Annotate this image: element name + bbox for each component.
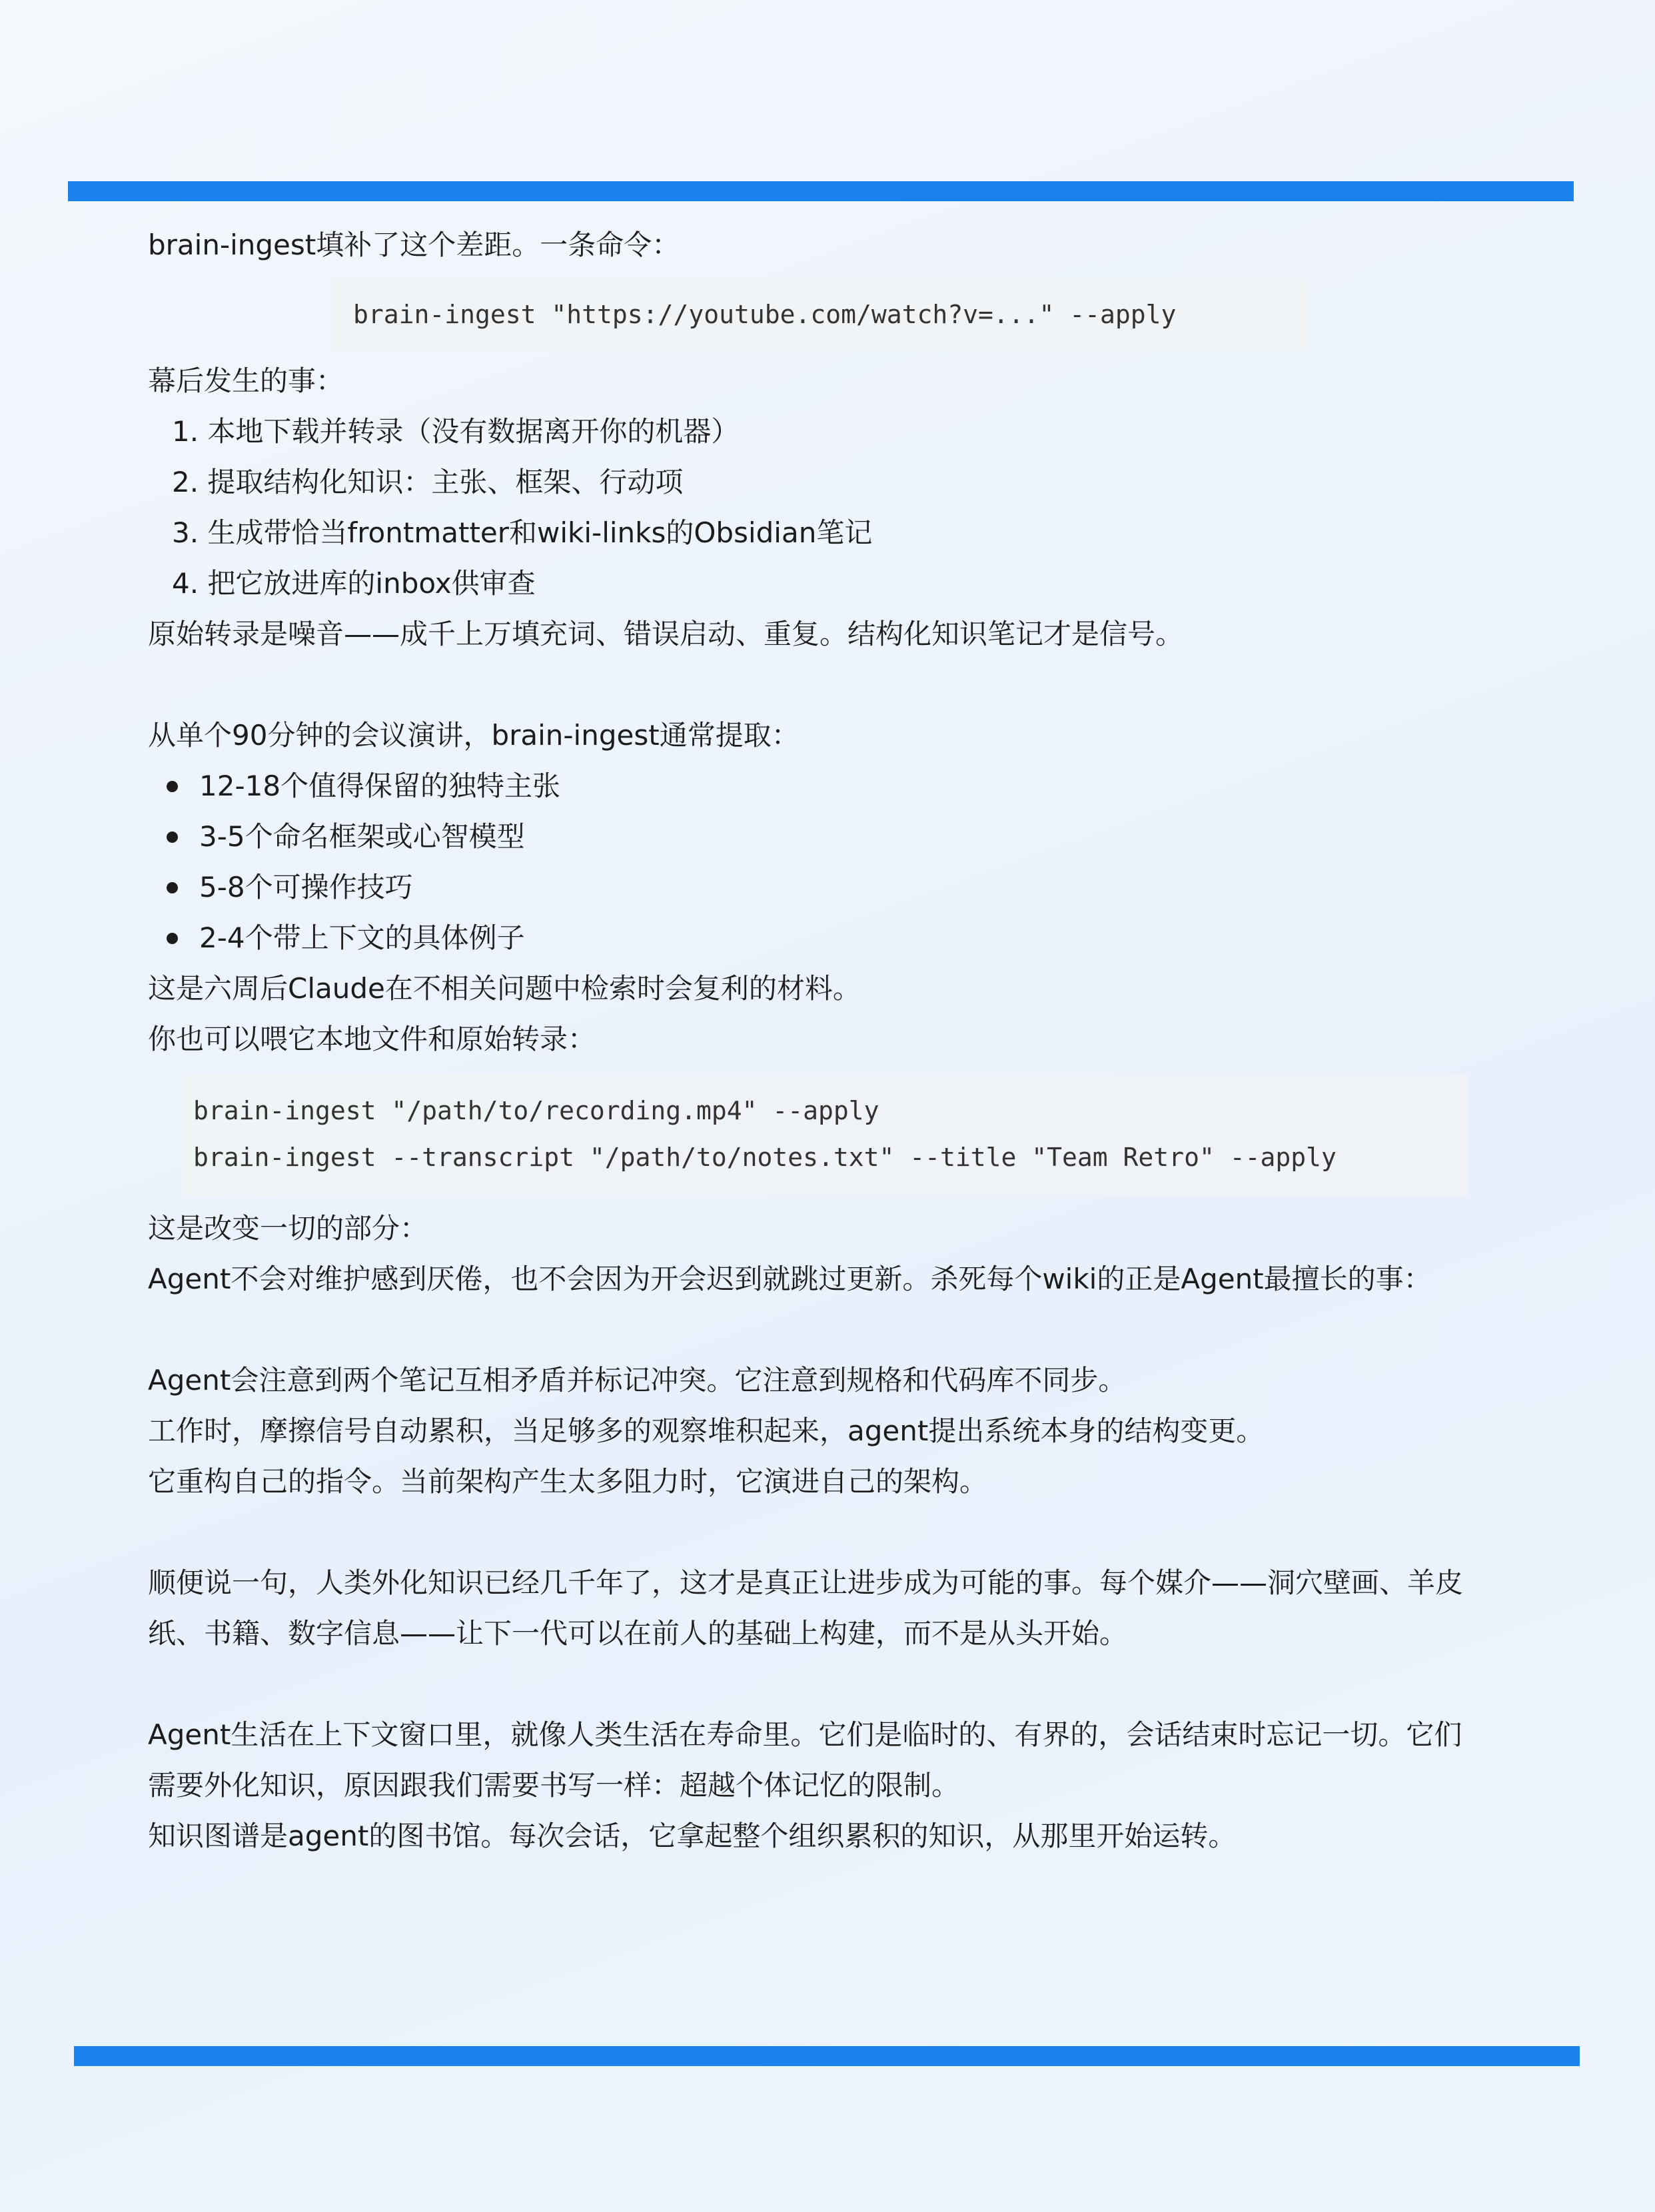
bullet-dot-icon <box>167 933 178 944</box>
list-item-label: 12-18个值得保留的独特主张 <box>199 770 561 802</box>
notice-line-3: 它重构自己的指令。当前架构产生太多阻力时，它演进自己的架构。 <box>148 1465 988 1498</box>
library-line: 知识图谱是agent的图书馆。每次会话，它拿起整个组织累积的知识，从那里开始运转。 <box>148 1820 1237 1852</box>
feed-line: 你也可以喂它本地文件和原始转录： <box>148 1023 596 1055</box>
steps-list <box>148 406 1480 609</box>
compound-line: 这是六周后Claude在不相关问题中检索时会复利的材料。 <box>148 972 861 1005</box>
list-item: 3. 生成带恰当frontmatter和wiki-links的Obsidian笔记 <box>172 516 873 549</box>
bullet-list <box>148 761 1480 963</box>
list-item <box>148 913 1480 963</box>
list-item <box>148 812 1480 862</box>
list-item-label: 2-4个带上下文的具体例子 <box>199 921 525 954</box>
code-line: brain-ingest --transcript "/path/to/notes.txt" --title "Team Retro" --apply <box>193 1143 1337 1172</box>
change-title: 这是改变一切的部分： <box>148 1212 428 1245</box>
notice-line-2: 工作时，摩擦信号自动累积，当足够多的观察堆积起来，agent提出系统本身的结构变更。 <box>148 1414 1265 1447</box>
behind-title: 幕后发生的事： <box>148 364 344 397</box>
bullet-dot-icon <box>167 882 178 893</box>
noise-line: 原始转录是噪音——成千上万填充词、错误启动、重复。结构化知识笔记才是信号。 <box>148 618 1184 650</box>
list-item <box>148 761 1480 812</box>
agent-paragraph: Agent不会对维护感到厌倦，也不会因为开会迟到就跳过更新。杀死每个wiki的正是Agent最擅长的事： <box>148 1263 1432 1295</box>
intro-line: brain-ingest填补了这个差距。一条命令： <box>148 229 680 261</box>
history-paragraph: 顺便说一句，人类外化知识已经几千年了，这才是真正让进步成为可能的事。每个媒介——洞穴壁画、羊皮纸、书籍、数字信息——让下一代可以在前人的基础上构建，而不是从头开始。 <box>148 1566 1464 1650</box>
list-item-label: 3-5个命名框架或心智模型 <box>199 820 525 853</box>
context-paragraph: Agent生活在上下文窗口里，就像人类生活在寿命里。它们是临时的、有界的，会话结束时忘记一切。它们需要外化知识，原因跟我们需要书写一样：超越个体记忆的限制。 <box>148 1718 1462 1802</box>
bottom-accent-rule <box>74 2046 1580 2066</box>
code-line: brain-ingest "/path/to/recording.mp4" --apply <box>193 1096 879 1125</box>
list-item: 2. 提取结构化知识：主张、框架、行动项 <box>172 466 684 498</box>
bullet-dot-icon <box>167 781 178 792</box>
list-item-label: 5-8个可操作技巧 <box>199 871 413 903</box>
code-block-youtube: brain-ingest "https://youtube.com/watch?v=..." --apply <box>333 278 1309 350</box>
list-item: 1. 本地下载并转录（没有数据离开你的机器） <box>172 415 740 448</box>
article-body <box>148 220 1480 1862</box>
extract-intro: 从单个90分钟的会议演讲，brain-ingest通常提取： <box>148 719 800 752</box>
list-item: 4. 把它放进库的inbox供审查 <box>172 567 536 600</box>
bullet-dot-icon <box>167 831 178 843</box>
top-accent-rule <box>68 181 1574 201</box>
notice-line-1: Agent会注意到两个笔记互相矛盾并标记冲突。它注意到规格和代码库不同步。 <box>148 1364 1127 1396</box>
list-item <box>148 862 1480 913</box>
code-block-local-files <box>183 1074 1468 1197</box>
